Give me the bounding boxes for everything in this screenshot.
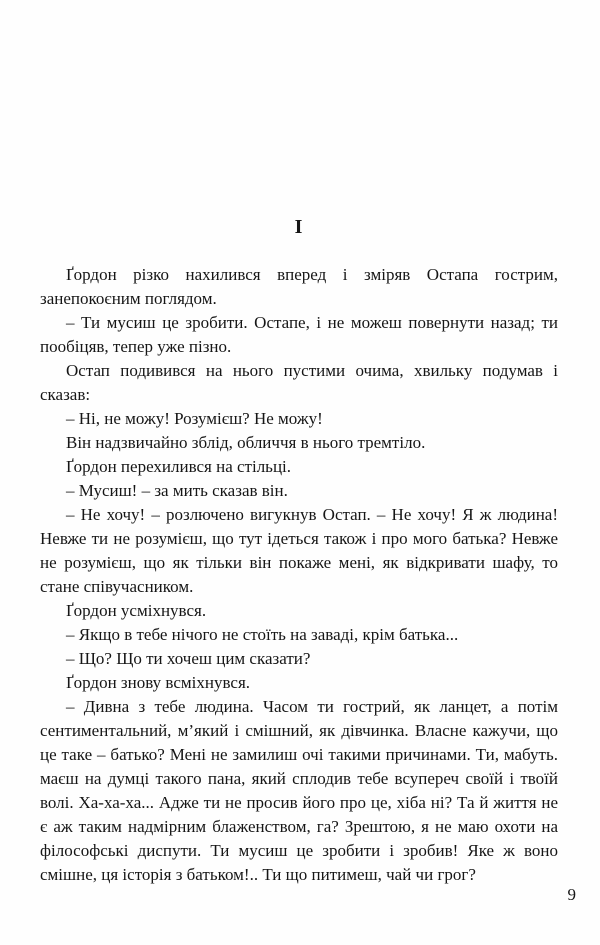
paragraph: – Якщо в тебе нічого не стоїть на заваді, крім батька... (66, 625, 459, 644)
paragraph: – Ні, не можу! Розумієш? Не можу! (66, 409, 323, 428)
paragraph: Ґордон знову всміхнувся. (66, 673, 251, 692)
paragraph: – Дивна з тебе людина. Часом ти гострий, як ланцет, а потім сентиментальний, м’який і смішний, як дівчинка. Власне кажучи, що це таке – батько? Мені не замилиш очі такими причинами. Ти, мабуть. маєш на думці такого пана, який сплодив тебе всупереч своїй і твоїй волі. Ха-ха-ха... Адже ти не просив його про це, хіба ні? Та й життя не є аж таким надмірним блаженством, га? Зрештою, я не маю охоти на філософські диспути. Ти мусиш це зробити і зробив! Яке ж воно смішне, ця історія з батьком!.. Ти що питимеш, чай чи грог? (40, 697, 558, 884)
chapter-heading: I (294, 216, 304, 238)
paragraph: Він надзвичайно зблід, обличчя в нього тремтіло. (66, 433, 426, 452)
body-text (40, 263, 558, 887)
paragraph: – Не хочу! – розлючено вигукнув Остап. – Не хочу! Я ж людина! Невже ти не розумієш, що тут ідеться також і про мого батька? Невже не розумієш, що як тільки він покаже мені, як відкривати шафу, то стане співучасником. (40, 505, 558, 596)
paragraph: Остап подивився на нього пустими очима, хвильку подумав і сказав: (40, 361, 558, 404)
paragraph: Ґордон перехилився на стільці. (66, 457, 292, 476)
paragraph: – Що? Що ти хочеш цим сказати? (66, 649, 311, 668)
page-number: 9 (567, 885, 576, 904)
paragraph: – Ти мусиш це зробити. Остапе, і не можеш повернути назад; ти пообіцяв, тепер уже пізно. (40, 313, 558, 356)
text-block (40, 0, 558, 887)
paragraph: Ґордон різко нахилився вперед і зміряв Остапа гострим, занепокоєним поглядом. (40, 265, 558, 308)
paragraph: Ґордон усміхнувся. (66, 601, 207, 620)
paragraph: – Мусиш! – за мить сказав він. (66, 481, 288, 500)
